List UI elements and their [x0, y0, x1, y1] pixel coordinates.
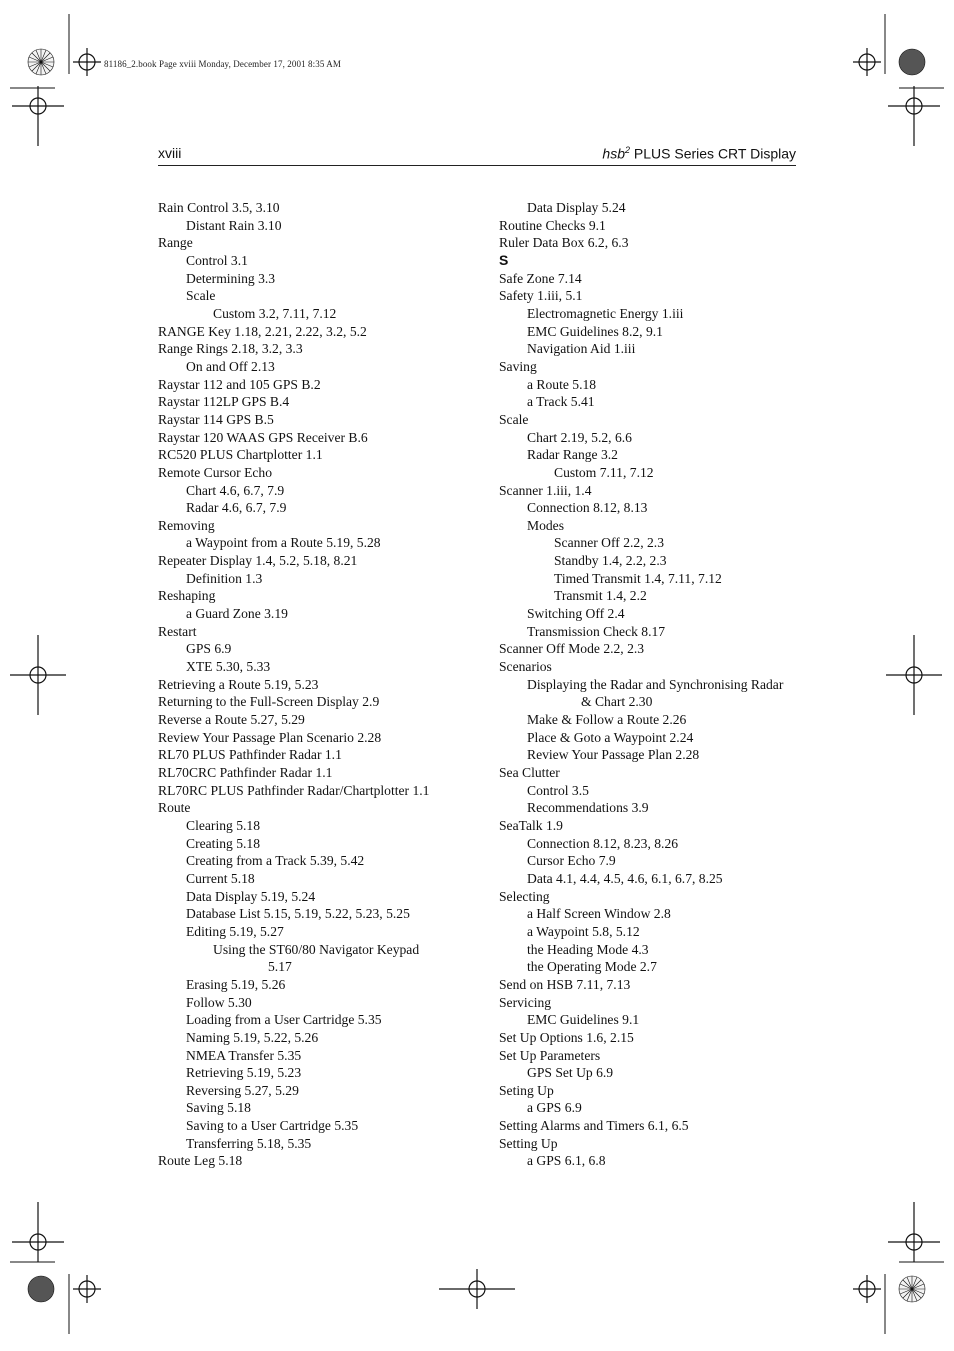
- index-subentry: a Route 5.18: [527, 376, 597, 392]
- index-entry: SeaTalk 1.9: [499, 817, 563, 833]
- index-entry: Removing: [158, 517, 215, 533]
- title-italic: hsb: [602, 145, 625, 162]
- index-subentry: Data Display 5.24: [527, 200, 626, 215]
- index-subentry: Data Display 5.19, 5.24: [186, 888, 316, 904]
- index-subentry: Custom 3.2, 7.11, 7.12: [213, 305, 337, 321]
- index-entry: Raystar 120 WAAS GPS Receiver B.6: [158, 429, 368, 445]
- index-subentry: Cursor Echo 7.9: [527, 853, 616, 869]
- index-entry: Remote Cursor Echo: [158, 464, 273, 480]
- index-subentry: Connection 8.12, 8.13: [527, 500, 648, 516]
- index-subentry: Radar Range 3.2: [527, 447, 618, 463]
- index-entry: Seting Up: [499, 1082, 554, 1098]
- index-subentry: Creating from a Track 5.39, 5.42: [186, 853, 365, 869]
- index-subentry: Using the ST60/80 Navigator Keypad: [213, 941, 420, 957]
- index-subentry: Radar 4.6, 6.7, 7.9: [186, 500, 287, 516]
- index-subentry: a GPS 6.9: [527, 1100, 582, 1116]
- index-subentry: Transmit 1.4, 2.2: [554, 588, 647, 604]
- index-subentry: Standby 1.4, 2.2, 2.3: [554, 553, 667, 569]
- index-entry: RL70RC PLUS Pathfinder Radar/Chartplotter 1.1: [158, 782, 430, 798]
- index-subentry: Reversing 5.27, 5.29: [186, 1082, 299, 1098]
- index-subentry: On and Off 2.13: [186, 358, 275, 374]
- index-subentry: a Waypoint 5.8, 5.12: [527, 923, 640, 939]
- index-subentry: Saving to a User Cartridge 5.35: [186, 1118, 359, 1134]
- index-subentry: Electromagnetic Energy 1.iii: [527, 305, 684, 321]
- index-entry: Repeater Display 1.4, 5.2, 5.18, 8.21: [158, 553, 358, 569]
- index-subentry: a Waypoint from a Route 5.19, 5.28: [186, 535, 381, 551]
- index-entry: Routine Checks 9.1: [499, 217, 606, 233]
- index-entry: Set Up Parameters: [499, 1047, 601, 1063]
- index-subentry: a GPS 6.1, 6.8: [527, 1153, 606, 1169]
- index-subentry: Scale: [186, 288, 216, 304]
- index-subentry: Recommendations 3.9: [527, 800, 649, 816]
- index-entry: Route Leg 5.18: [158, 1153, 243, 1169]
- index-column-left: [158, 199, 478, 1170]
- index-subentry: Make & Follow a Route 2.26: [527, 712, 687, 728]
- index-subentry: Control 3.1: [186, 252, 248, 268]
- index-subentry: the Operating Mode 2.7: [527, 959, 657, 975]
- index-subentry: Switching Off 2.4: [527, 606, 625, 622]
- index-entry: Sea Clutter: [499, 765, 560, 780]
- index-entry: Servicing: [499, 994, 552, 1010]
- index-entry: Rain Control 3.5, 3.10: [158, 200, 280, 215]
- index-subentry: Follow 5.30: [186, 994, 252, 1010]
- index-subentry: Data 4.1, 4.4, 4.5, 4.6, 6.1, 6.7, 8.25: [527, 870, 723, 886]
- index-subentry: Chart 2.19, 5.2, 6.6: [527, 429, 632, 445]
- index-entry: Scale: [499, 411, 529, 427]
- index-entry: Raystar 112 and 105 GPS B.2: [158, 376, 321, 392]
- index-subentry: Creating 5.18: [186, 835, 260, 851]
- index-entry: Range: [158, 235, 193, 251]
- index-subentry: Transmission Check 8.17: [527, 623, 666, 639]
- index-entry: Setting Up: [499, 1135, 558, 1151]
- index-entry: Scanner 1.iii, 1.4: [499, 482, 592, 498]
- index-subentry: the Heading Mode 4.3: [527, 941, 649, 957]
- index-section-letter: S: [499, 251, 509, 268]
- index-subentry: a Guard Zone 3.19: [186, 606, 288, 622]
- index-entry: Reverse a Route 5.27, 5.29: [158, 712, 305, 728]
- print-slug: 81186_2.book Page xviii Monday, December 17, 2001 8:35 AM: [104, 59, 342, 69]
- index-entry: Retrieving a Route 5.19, 5.23: [158, 676, 319, 692]
- index-subentry: GPS Set Up 6.9: [527, 1065, 614, 1081]
- index-entry: RC520 PLUS Chartplotter 1.1: [158, 447, 323, 463]
- index-entry: Scenarios: [499, 659, 552, 675]
- index-entry: Ruler Data Box 6.2, 6.3: [499, 235, 629, 251]
- index-entry: Set Up Options 1.6, 2.15: [499, 1029, 634, 1045]
- index-subentry: Place & Goto a Waypoint 2.24: [527, 729, 694, 745]
- index-subentry: Loading from a User Cartridge 5.35: [186, 1012, 382, 1028]
- index-subentry: Review Your Passage Plan 2.28: [527, 747, 700, 763]
- index-entry: Safe Zone 7.14: [499, 270, 582, 286]
- index-entry: Range Rings 2.18, 3.2, 3.3: [158, 341, 303, 357]
- index-subentry: Determining 3.3: [186, 270, 276, 286]
- title-rest: PLUS Series CRT Display: [630, 145, 796, 162]
- index-subentry: Retrieving 5.19, 5.23: [186, 1065, 302, 1081]
- document-title: [602, 145, 796, 162]
- index-subentry: Custom 7.11, 7.12: [554, 464, 654, 480]
- index-entry: Scanner Off Mode 2.2, 2.3: [499, 641, 645, 657]
- index-subentry: & Chart 2.30: [581, 694, 653, 710]
- index-subentry: Clearing 5.18: [186, 817, 260, 833]
- index-entry: Route: [158, 800, 191, 816]
- index-entry: Send on HSB 7.11, 7.13: [499, 976, 631, 992]
- index-subentry: a Half Screen Window 2.8: [527, 906, 671, 922]
- index-entry: RL70 PLUS Pathfinder Radar 1.1: [158, 747, 342, 763]
- page-number: xviii: [158, 145, 182, 161]
- index-entry: Returning to the Full-Screen Display 2.9: [158, 694, 380, 710]
- index-subentry: Displaying the Radar and Synchronising Radar: [527, 676, 784, 692]
- index-subentry: NMEA Transfer 5.35: [186, 1047, 302, 1063]
- index-subentry: Timed Transmit 1.4, 7.11, 7.12: [554, 570, 722, 586]
- index-subentry: Chart 4.6, 6.7, 7.9: [186, 482, 285, 498]
- index-entry: Restart: [158, 623, 197, 639]
- index-subentry: a Track 5.41: [527, 394, 595, 410]
- index-entry: Saving: [499, 358, 537, 374]
- index-entry: Setting Alarms and Timers 6.1, 6.5: [499, 1118, 689, 1134]
- index-subentry: EMC Guidelines 9.1: [527, 1012, 640, 1028]
- index-subentry: Naming 5.19, 5.22, 5.26: [186, 1029, 319, 1045]
- index-entry: RANGE Key 1.18, 2.21, 2.22, 3.2, 5.2: [158, 323, 367, 339]
- title-superscript: 2: [625, 145, 631, 155]
- index-entry: Selecting: [499, 888, 550, 904]
- index-subentry: EMC Guidelines 8.2, 9.1: [527, 323, 663, 339]
- index-entry: Raystar 114 GPS B.5: [158, 411, 274, 427]
- index-entry: Safety 1.iii, 5.1: [499, 288, 583, 304]
- index-subentry: Editing 5.19, 5.27: [186, 923, 284, 939]
- index-subentry: Control 3.5: [527, 782, 589, 798]
- index-entry: Raystar 112LP GPS B.4: [158, 394, 290, 410]
- index-entry: Reshaping: [158, 588, 216, 604]
- index-entry: Review Your Passage Plan Scenario 2.28: [158, 729, 382, 745]
- index-subentry: Modes: [527, 517, 565, 533]
- index-subentry: 5.17: [268, 959, 292, 975]
- running-header: [158, 143, 796, 166]
- index-subentry: GPS 6.9: [186, 641, 232, 657]
- index-subentry: Erasing 5.19, 5.26: [186, 976, 286, 992]
- index-subentry: Transferring 5.18, 5.35: [186, 1135, 312, 1151]
- index-subentry: Current 5.18: [186, 870, 255, 886]
- index-subentry: Database List 5.15, 5.19, 5.22, 5.23, 5.25: [186, 906, 410, 922]
- index-entry: RL70CRC Pathfinder Radar 1.1: [158, 765, 333, 780]
- index-subentry: Definition 1.3: [186, 570, 263, 586]
- index-subentry: Connection 8.12, 8.23, 8.26: [527, 835, 679, 851]
- index-subentry: Navigation Aid 1.iii: [527, 341, 636, 357]
- index-subentry: Saving 5.18: [186, 1100, 251, 1116]
- index-subentry: Scanner Off 2.2, 2.3: [554, 535, 664, 551]
- index-subentry: XTE 5.30, 5.33: [186, 659, 271, 675]
- index-subentry: Distant Rain 3.10: [186, 217, 282, 233]
- index-column-right: [499, 199, 799, 1170]
